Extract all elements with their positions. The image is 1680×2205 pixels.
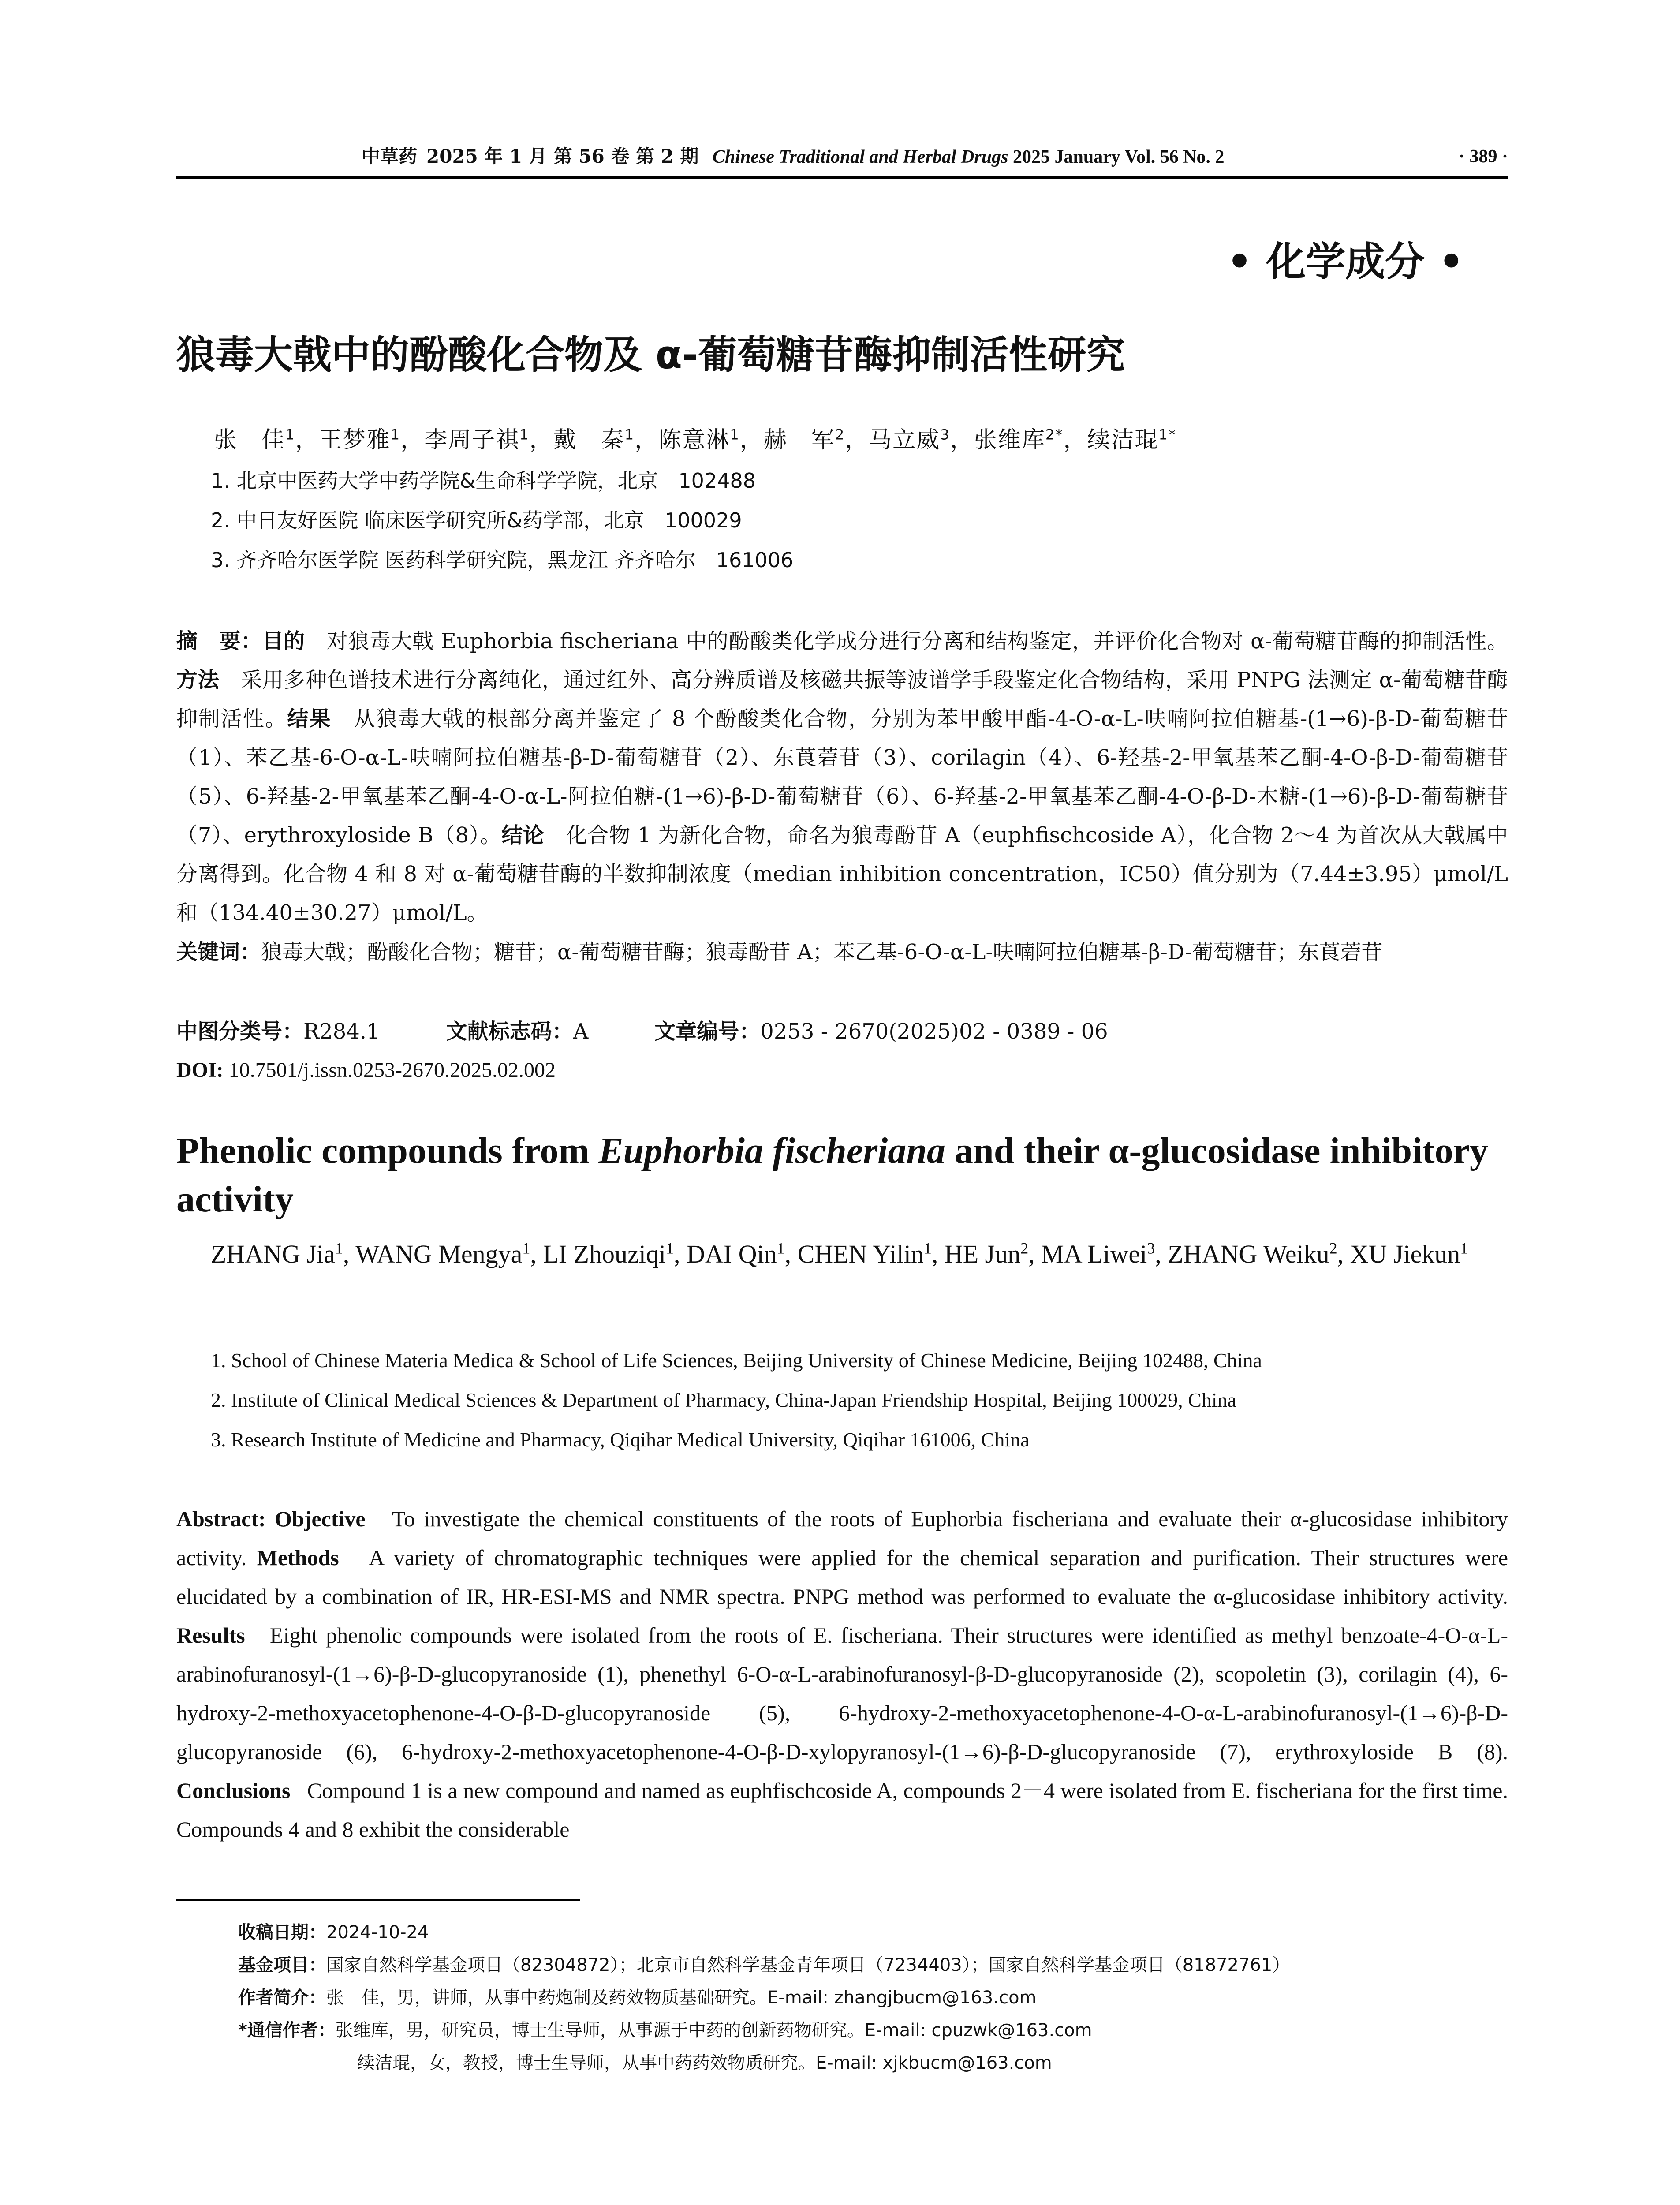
affiliation-en-3: 3. Research Institute of Medicine and Pharmacy, Qiqihar Medical University, Qiqihar 161006, China (211, 1428, 1030, 1451)
issue-en: 2025 January Vol. 56 No. 2 (1012, 147, 1225, 167)
author-affiliation-mark: 2 (835, 426, 845, 443)
issue-cn: 2025 年 1 月 第 56 卷 第 2 期 (426, 146, 699, 167)
author-en: HE Jun (944, 1240, 1021, 1268)
doi-label: DOI: (176, 1058, 224, 1082)
author-cn: 赫 军 (763, 427, 835, 453)
author-cn: 王梦雅 (319, 427, 391, 453)
affiliation-cn-2: 2. 中日友好医院 临床医学研究所&药学部，北京 100029 (211, 508, 742, 532)
article-no-value: 0253 - 2670(2025)02 - 0389 - 06 (760, 1019, 1108, 1044)
author-en: ZHANG Weiku (1168, 1240, 1329, 1268)
fund-info: 基金项目：国家自然科学基金项目（82304872）；北京市自然科学基金青年项目（7234403）；国家自然科学基金项目（81872761） (238, 1955, 1290, 1975)
author-affiliation-mark: 3 (940, 426, 950, 443)
conclusions-label-cn: 结论 (501, 823, 545, 848)
affiliation-en-2: 2. Institute of Clinical Medical Sciences & Department of Pharmacy, China-Japan Friendship Hospital, Beijing 100029, China (211, 1389, 1236, 1411)
author-affiliation-mark: 1 (923, 1239, 932, 1257)
footnotes (238, 1916, 1290, 2079)
author-en: LI Zhouziqi (543, 1240, 666, 1268)
author-en: XU Jiekun (1350, 1240, 1460, 1268)
article-no-label: 文章编号： (654, 1019, 761, 1044)
objective-label-cn: 目的 (262, 629, 305, 654)
conclusions-text-en: Compound 1 is a new compound and named as euphfischcoside A, compounds 2－4 were isolated from E. fischeriana for the first time. Compounds 4 and 8 exhibit the considerable (176, 1778, 1508, 1842)
author-affiliation-mark: 1 (519, 426, 530, 443)
keywords-text: 狼毒大戟；酚酸化合物；糖苷；α-葡萄糖苷酶；狼毒酚苷 A；苯乙基-6-O-α-L-呋喃阿拉伯糖基-β-D-葡萄糖苷；东莨菪苷 (261, 940, 1383, 964)
section-label: • 化学成分 • (1227, 239, 1464, 285)
results-text-cn: 从狼毒大戟的根部分离并鉴定了 8 个酚酸类化合物，分别为苯甲酸甲酯-4-O-α-L-呋喃阿拉伯糖基-(1→6)-β-D-葡萄糖苷（1）、苯乙基-6-O-α-L-呋喃阿拉伯糖基-β-D-葡萄糖苷（2）、东莨菪苷（3）、corilagin（4）、6-羟基-2-甲氧基苯乙酮-4-O-β-D-葡萄糖苷（5）、6-羟基-2-甲氧基苯乙酮-4-O-α-L-阿拉伯糖-(1→6)-β-D-葡萄糖苷（6）、6-羟基-2-甲氧基苯乙酮-4-O-β-D-木糖-(1→6)-β-D-葡萄糖苷（7）、erythroxyloside B（8）。 (176, 706, 1508, 848)
abstract-cn (176, 622, 1508, 932)
author-bio: 作者简介：张 佳，男，讲师，从事中药炮制及药效物质基础研究。E-mail: zhangjbucm@163.com (238, 1988, 1037, 2008)
page-number: · 389 · (1458, 146, 1508, 167)
objective-text-en: To investigate the chemical constituents of the roots of Euphorbia fischeriana and evaluate their α-glucosidase inhibitory activity. (176, 1506, 1508, 1570)
corresponding-author-1: *通信作者：张维库，男，研究员，博士生导师，从事源于中药的创新药物研究。E-mail: cpuzwk@163.com (238, 2020, 1092, 2041)
keywords-cn (176, 933, 1508, 972)
doc-code-label: 文献标志码： (446, 1019, 573, 1044)
author-affiliation-mark: 1 (777, 1239, 785, 1257)
author-en: CHEN Yilin (797, 1240, 924, 1268)
footnote-rule (176, 1899, 580, 1901)
authors-en: ZHANG Jia$^1$, WANG Mengya$^1$, LI Zhouziqi$^1$, DAI Qin$^1$, CHEN Yilin$^1$, HE Jun$^2$, MA Liwei$^3$, ZHANG Weiku$^2$, XU Jiekun$^1$ (211, 1239, 1468, 1268)
doi-value[interactable]: 10.7501/j.issn.0253-2670.2025.02.002 (228, 1058, 556, 1082)
abstract-cn-label: 摘 要： (176, 629, 262, 654)
running-header-text (362, 141, 1225, 172)
affiliation-cn-3: 3. 齐齐哈尔医学院 医药科学研究院，黑龙江 齐齐哈尔 161006 (211, 548, 794, 572)
keywords-label: 关键词： (176, 940, 261, 964)
author-affiliation-mark: 1 (522, 1239, 530, 1257)
author-affiliation-mark: 1 (1460, 1239, 1468, 1257)
author-en: DAI Qin (687, 1240, 777, 1268)
abstract-en-label: Abstract: (176, 1506, 266, 1531)
author-affiliation-mark: 1 (285, 426, 295, 443)
title-cn: 狼毒大戟中的酚酸化合物及 α-葡萄糖苷酶抑制活性研究 (176, 332, 1125, 377)
affiliations-en (211, 1341, 1262, 1460)
abstract-en (176, 1499, 1508, 1849)
title-en-part2: and their α-glucosidase inhibitory activity (176, 1130, 1488, 1220)
objective-text-cn: 对狼毒大戟 Euphorbia fischeriana 中的酚酸类化学成分进行分离和结构鉴定，并评价化合物对 α-葡萄糖苷酶的抑制活性。 (326, 629, 1508, 654)
methods-label-cn: 方法 (176, 668, 220, 692)
author-cn: 戴 秦 (553, 427, 625, 453)
results-text-en: Eight phenolic compounds were isolated from the roots of E. fischeriana. Their structures were identified as methyl benzoate-4-O-α-L-arabinofuranosyl-(1→6)-β-D-glucopyranoside (1), phenethyl 6-O-α-L-arabinofuranosyl-β-D-glucopyranoside (2), scopoletin (3), corilagin (4), 6-hydroxy-2-methoxyacetophenone-4-O-β-D-glucopyranoside (5), 6-hydroxy-2-methoxyacetophenone-4-O-α-L-arabinofuranosyl-(1→6)-β-D-glucopyranoside (6), 6-hydroxy-2-methoxyacetophenone-4-O-β-D-xylopyranosyl-(1→6)-β-D-glucopyranoside (7), erythroxyloside B (8). (176, 1623, 1508, 1764)
results-label-cn: 结果 (287, 706, 332, 731)
author-affiliation-mark: 1 (335, 1239, 343, 1257)
author-affiliation-mark: 1* (1158, 426, 1177, 443)
author-cn: 李周子祺 (424, 427, 520, 453)
author-cn: 马立威 (869, 427, 941, 453)
doc-code-value: A (573, 1019, 589, 1044)
author-en: ZHANG Jia (211, 1240, 335, 1268)
methods-text-cn: 采用多种色谱技术进行分离纯化，通过红外、高分辨质谱及核磁共振等波谱学手段鉴定化合物结构，采用 PNPG 法测定 α-葡萄糖苷酶抑制活性。 (176, 668, 1508, 731)
clc-label: 中图分类号： (176, 1019, 304, 1044)
author-affiliation-mark: 2 (1329, 1239, 1337, 1257)
clc-value: R284.1 (303, 1019, 380, 1044)
methods-text-en: A variety of chromatographic techniques were applied for the chemical separation and purification. Their structures were elucidated by a combination of IR, HR-ESI-MS and NMR spectra. PNPG method was performed to evaluate the α-glucosidase inhibitory activity. (176, 1545, 1508, 1609)
header-rule (176, 176, 1508, 179)
objective-label-en: Objective (275, 1506, 366, 1531)
authors-cn: 张 佳$^1$，王梦雅$^1$，李周子祺$^1$，戴 秦$^1$，陈意淋$^1$，赫 军$^2$，马立威$^3$，张维库$^{2*}$，续洁琨$^{1*}$ (214, 426, 1177, 453)
classification-line (176, 1012, 1108, 1051)
author-affiliation-mark: 1 (390, 426, 401, 443)
affiliation-en-1: 1. School of Chinese Materia Medica & School of Life Sciences, Beijing University of Chinese Medicine, Beijing 102488, China (211, 1349, 1262, 1372)
doi-line (176, 1051, 556, 1090)
author-cn: 陈意淋 (658, 427, 730, 453)
author-affiliation-mark: 3 (1147, 1239, 1155, 1257)
author-affiliation-mark: 1 (730, 426, 740, 443)
author-affiliation-mark: 2 (1020, 1239, 1029, 1257)
author-affiliation-mark: 2* (1045, 426, 1064, 443)
title-en-part1: Phenolic compounds from (176, 1130, 599, 1171)
author-cn: 张 佳 (214, 427, 286, 453)
journal-name-cn: 中草药 (362, 146, 418, 167)
author-affiliation-mark: 1 (666, 1239, 674, 1257)
author-en: MA Liwei (1041, 1240, 1147, 1268)
journal-name-en: Chinese Traditional and Herbal Drugs (712, 147, 1008, 167)
results-label-en: Results (176, 1623, 245, 1648)
author-cn: 张维库 (974, 427, 1045, 453)
title-en-species: Euphorbia fischeriana (598, 1130, 946, 1171)
conclusions-text-cn: 化合物 1 为新化合物，命名为狼毒酚苷 A（euphfischcoside A），化合物 2～4 为首次从大戟属中分离得到。化合物 4 和 8 对 α-葡萄糖苷酶的半数抑制浓度（median inhibition concentration，IC50）值分别为（7.44±3.95）μmol/L 和（134.40±30.27）μmol/L。 (176, 823, 1508, 925)
affiliation-cn-1: 1. 北京中医药大学中药学院&生命科学学院，北京 102488 (211, 469, 756, 493)
author-en: WANG Mengya (355, 1240, 523, 1268)
methods-label-en: Methods (257, 1545, 339, 1570)
affiliations-cn (211, 461, 793, 580)
title-en (176, 1127, 1508, 1224)
running-header (176, 141, 1508, 172)
author-cn: 续洁琨 (1087, 427, 1159, 453)
author-affiliation-mark: 1 (624, 426, 635, 443)
conclusions-label-en: Conclusions (176, 1778, 291, 1803)
corresponding-author-2: 续洁琨，女，教授，博士生导师，从事中药药效物质研究。E-mail: xjkbucm@163.com (357, 2053, 1052, 2073)
received-date: 收稿日期：2024-10-24 (238, 1922, 429, 1943)
